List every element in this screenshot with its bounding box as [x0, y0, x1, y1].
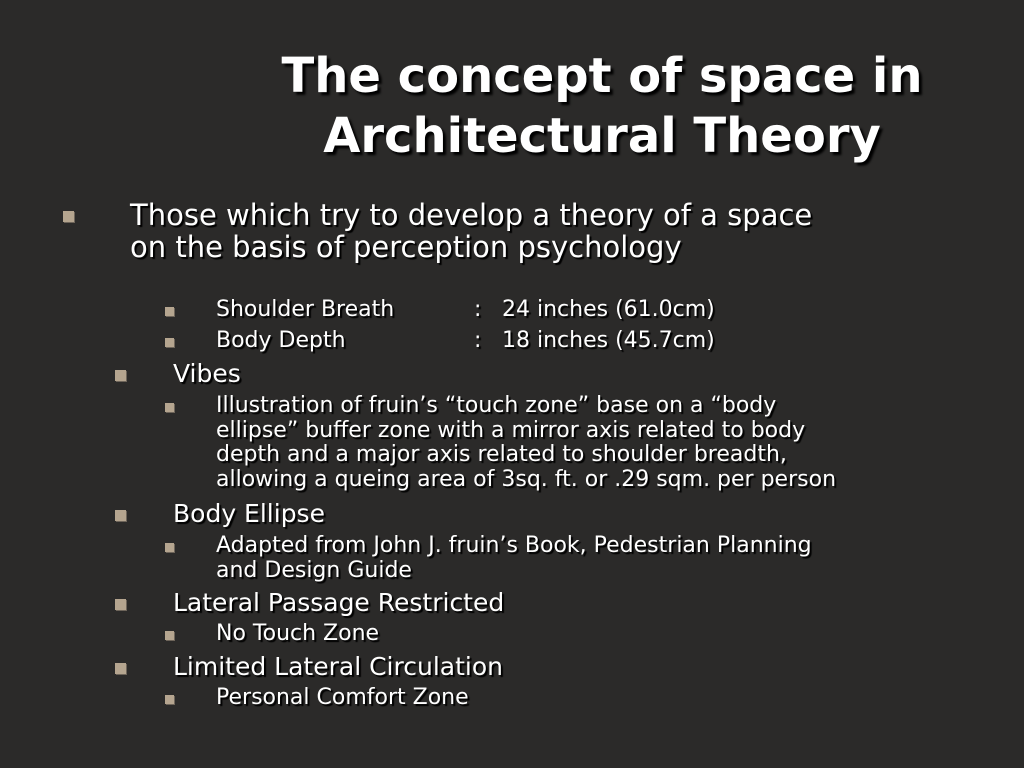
main-bullet-line-1: Those which try to develop a theory of a space	[130, 198, 813, 232]
bullet-marker	[115, 599, 126, 610]
title-line-2: Architectural Theory	[323, 108, 881, 164]
lateral-passage-detail: No Touch Zone	[216, 621, 380, 646]
dim-value-depth: 18 inches (45.7cm)	[502, 328, 715, 353]
dim-value-shoulder: 24 inches (61.0cm)	[502, 297, 715, 322]
dim-sep-depth: :	[474, 328, 482, 353]
vibes-detail-line-3: depth and a major axis related to shoulder breadth,	[216, 442, 787, 467]
bullet-marker	[63, 211, 74, 222]
title-line-1: The concept of space in	[281, 48, 923, 104]
bullet-marker	[165, 695, 174, 704]
bullet-marker	[115, 510, 126, 521]
main-bullet-line-2: on the basis of perception psychology	[130, 230, 682, 264]
body-ellipse-heading: Body Ellipse	[173, 499, 325, 528]
body-ellipse-detail-line-1: Adapted from John J. fruin’s Book, Pedestrian Planning	[216, 533, 812, 558]
lateral-passage-heading: Lateral Passage Restricted	[173, 588, 505, 617]
bullet-marker	[115, 663, 126, 674]
vibes-detail-line-2: ellipse” buffer zone with a mirror axis related to body	[216, 417, 806, 443]
bullet-marker	[165, 403, 174, 412]
dim-label-depth: Body Depth	[216, 328, 346, 353]
bullet-marker	[115, 370, 126, 381]
vibes-heading: Vibes	[173, 359, 241, 388]
vibes-detail-line-4: allowing a queing area of 3sq. ft. or .29 sqm. per person	[216, 466, 837, 492]
bullet-marker	[165, 307, 174, 316]
limited-lateral-detail: Personal Comfort Zone	[216, 685, 469, 710]
body-ellipse-detail-line-2: and Design Guide	[216, 557, 412, 583]
vibes-detail-line-1: Illustration of fruin’s “touch zone” base on a “body	[216, 393, 777, 418]
slide-title	[200, 46, 1004, 166]
bullet-marker	[165, 338, 174, 347]
bullet-marker	[165, 631, 174, 640]
dim-sep-shoulder: :	[474, 297, 482, 322]
limited-lateral-heading: Limited Lateral Circulation	[173, 652, 503, 681]
dim-label-shoulder: Shoulder Breath	[216, 297, 395, 322]
bullet-marker	[165, 543, 174, 552]
